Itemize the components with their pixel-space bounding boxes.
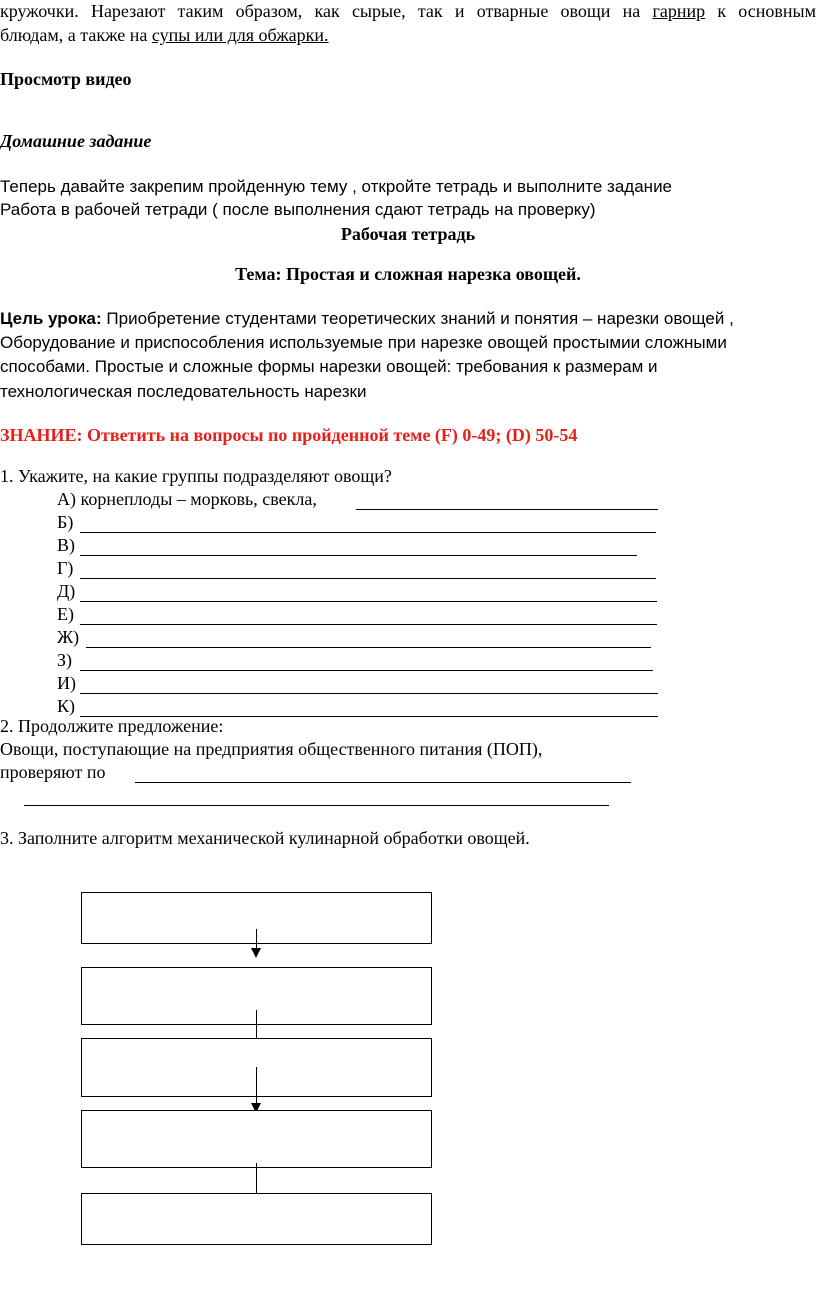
goal-label: Цель урока:	[0, 309, 102, 328]
answer-blank[interactable]	[80, 693, 658, 694]
intro-link-soups: супы или для обжарки.	[151, 25, 329, 45]
answer-item-b: Б)	[57, 512, 74, 532]
answer-blank[interactable]	[356, 509, 658, 510]
video-heading: Просмотр видео	[0, 69, 132, 89]
intro-link-garnish: гарнир	[652, 1, 706, 21]
answer-blank[interactable]	[80, 555, 637, 556]
answer-item-g: Г)	[57, 558, 74, 578]
intro-text: кружочки. Нарезают таким образом, как сырые, так и отварные овощи на	[0, 1, 653, 21]
answer-item-e: Е)	[57, 604, 74, 624]
homework-heading: Домашние задание	[0, 131, 152, 151]
answer-blank[interactable]	[80, 624, 657, 625]
workbook-title: Рабочая тетрадь	[340, 224, 476, 244]
answer-item-v: В)	[57, 535, 75, 555]
answer-item-d: Д)	[57, 581, 76, 601]
goal-text: Приобретение студентами теоретических знаний и понятия – нарезки овощей ,	[101, 309, 734, 328]
answer-item-i: И)	[57, 673, 76, 693]
topic-title: Тема: Простая и сложная нарезка овощей.	[235, 264, 581, 284]
intro-line-1	[0, 1, 816, 22]
answer-blank[interactable]	[24, 805, 609, 806]
instruction-line: Теперь давайте закрепим пройденную тему , откройте тетрадь и выполните задание	[0, 177, 673, 196]
question-2-text: 2. Продолжите предложение:	[0, 716, 224, 736]
question-2-line-2: проверяют по	[0, 762, 106, 782]
question-2-line-1: Овощи, поступающие на предприятия общественного питания (ПОП),	[0, 739, 543, 759]
answer-blank[interactable]	[80, 670, 653, 671]
intro-text: блюдам, а также на	[0, 25, 152, 45]
intro-text: к основным	[705, 1, 816, 21]
intro-line-2	[0, 25, 329, 46]
goal-line-4: технологическая последовательность нарезки	[0, 382, 367, 401]
knowledge-instruction: ЗНАНИЕ: Ответить на вопросы по пройденной теме (F) 0-49; (D) 50-54	[0, 425, 578, 445]
goal-line-2: Оборудование и приспособления используемые при нарезке овощей простымии сложными	[0, 333, 727, 352]
goal-line-3: способами. Простые и сложные формы нарезки овощей: требования к размерам и	[0, 357, 658, 376]
goal-line-1	[0, 309, 734, 329]
answer-item-k: К)	[57, 696, 75, 716]
question-1-text: 1. Укажите, на какие группы подразделяют овощи?	[0, 466, 392, 486]
answer-item-zh: Ж)	[57, 627, 80, 647]
answer-blank[interactable]	[135, 782, 631, 783]
answer-label: А) корнеплоды – морковь, свекла,	[57, 489, 317, 509]
flowchart-box-5[interactable]	[81, 1193, 432, 1245]
flowchart-box-4[interactable]	[81, 1110, 432, 1168]
down-arrow-icon	[256, 1067, 257, 1111]
answer-blank[interactable]	[86, 647, 651, 648]
instruction-line: Работа в рабочей тетради ( после выполнения сдают тетрадь на проверку)	[0, 200, 596, 219]
answer-blank[interactable]	[80, 601, 657, 602]
answer-blank[interactable]	[80, 532, 656, 533]
answer-item-a	[57, 489, 317, 510]
down-arrow-icon	[256, 929, 257, 956]
question-3-text: 3. Заполните алгоритм механической кулинарной обработки овощей.	[0, 828, 530, 848]
answer-blank[interactable]	[80, 578, 656, 579]
answer-item-z: З)	[57, 650, 73, 670]
